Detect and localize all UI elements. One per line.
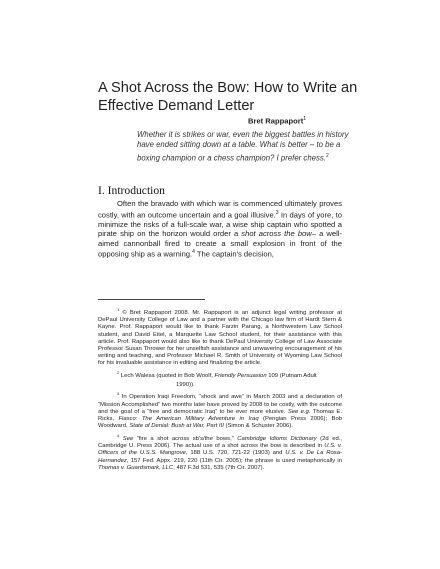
- footnote-ref-1: 1: [303, 116, 307, 122]
- body-paragraph: Often the bravado with which war is commenced ultimately proves costly, with an outcome uncertain and a goal illusive.$^3$ In days of yore, to minimize the risks of a full-scale war, a wise ship captain who spotted a pirate ship on the horizon would order a shot across the bow– a well-aimed cannonball fired to create a small explosion in front of the opposing ship as a warning.$^4$ The captain's decision,: [98, 199, 342, 259]
- footnote-3: $^3$ In Operation Iraqi Freedom, “shock and awe” in March 2003 and a declaration of “Mission Accomplished” two months later have proved by 2008 to be costly, with the outcome and the goal of a “free and democratic Iraq” to be ever more elusive. See e.g. Thomas E. Ricks, Fiasco: The American Military Adventure in Iraq (Pengian Press 2006); Bob Woodward, State of Denial: Bush at War, Part III (Simon & Schuster 2006).: [98, 391, 343, 430]
- footnote-ref-3: 3: [275, 209, 279, 216]
- section-title: Introduction: [107, 184, 165, 197]
- footnote-4: $^4$ See “fire a shot across sb's/the bows,” Cambridge Idioms Dictionary (2d ed., Cambridge U. Press 2006). The actual use of a shot across the bow is described in U.S. v. Officers of the U.S.S. Mangrove, 188 U.S. 720, 721-22 (1903) and U.S. v. De La Rosa-Hernandez, 157 Fed. Appx. 219, 220 (11th Cir. 2005); the phrase is used metaphorically in Thomas v. Guardsmark, LLC, 487 F.3d 531, 535 (7th Cir. 2007).: [98, 432, 343, 471]
- footnotes: [98, 306, 342, 473]
- epigraph-quote: Whether it is strikes or war, even the biggest battles in history have ended sitting down at a table. What is better – to be a boxing champion or a chess champion? I prefer chess.$^2$: [137, 130, 349, 163]
- article-title: A Shot Across the Bow: How to Write an Effective Demand Letter: [98, 80, 358, 114]
- emphasis-phrase: shot across the bow: [241, 229, 312, 239]
- footnote-ref-2: 2: [325, 152, 329, 159]
- author-name: Bret Rappaport$^1$: [248, 116, 307, 126]
- footnote-separator: [98, 299, 205, 300]
- footnote-2-continued: 1990)).: [176, 381, 195, 388]
- footnote-1: $^1$ © Bret Rappaport 2008. Mr. Rappaport is an adjunct legal writing professor at DePaul University College of Law and a partner with the Chicago law firm of Hardt Stern & Kayne. Prof. Rappaport would like to thank Farzin Parang, a Northwestern Law School student, and David Eitel, a Marquette Law School student, for their assistance with this article. Prof. Rappaport would also like to thank DePaul University College of Law Associate Professor Susan Thrower for her unselfish assistance and unwavering encouragement of his writing and teaching, and Professor Michael R. Smith of University of Wyoming Law School for his invaluable assistance in editing and finalizing the article.: [98, 307, 342, 367]
- section-number: I.: [98, 184, 105, 197]
- section-heading: [98, 184, 165, 197]
- footnote-2: $^2$ Lech Walesa (quoted in Bob Woolf, Friendly Persuasion 109 (Putnam Adult: [117, 370, 317, 380]
- footnote-ref-4: 4: [192, 249, 195, 256]
